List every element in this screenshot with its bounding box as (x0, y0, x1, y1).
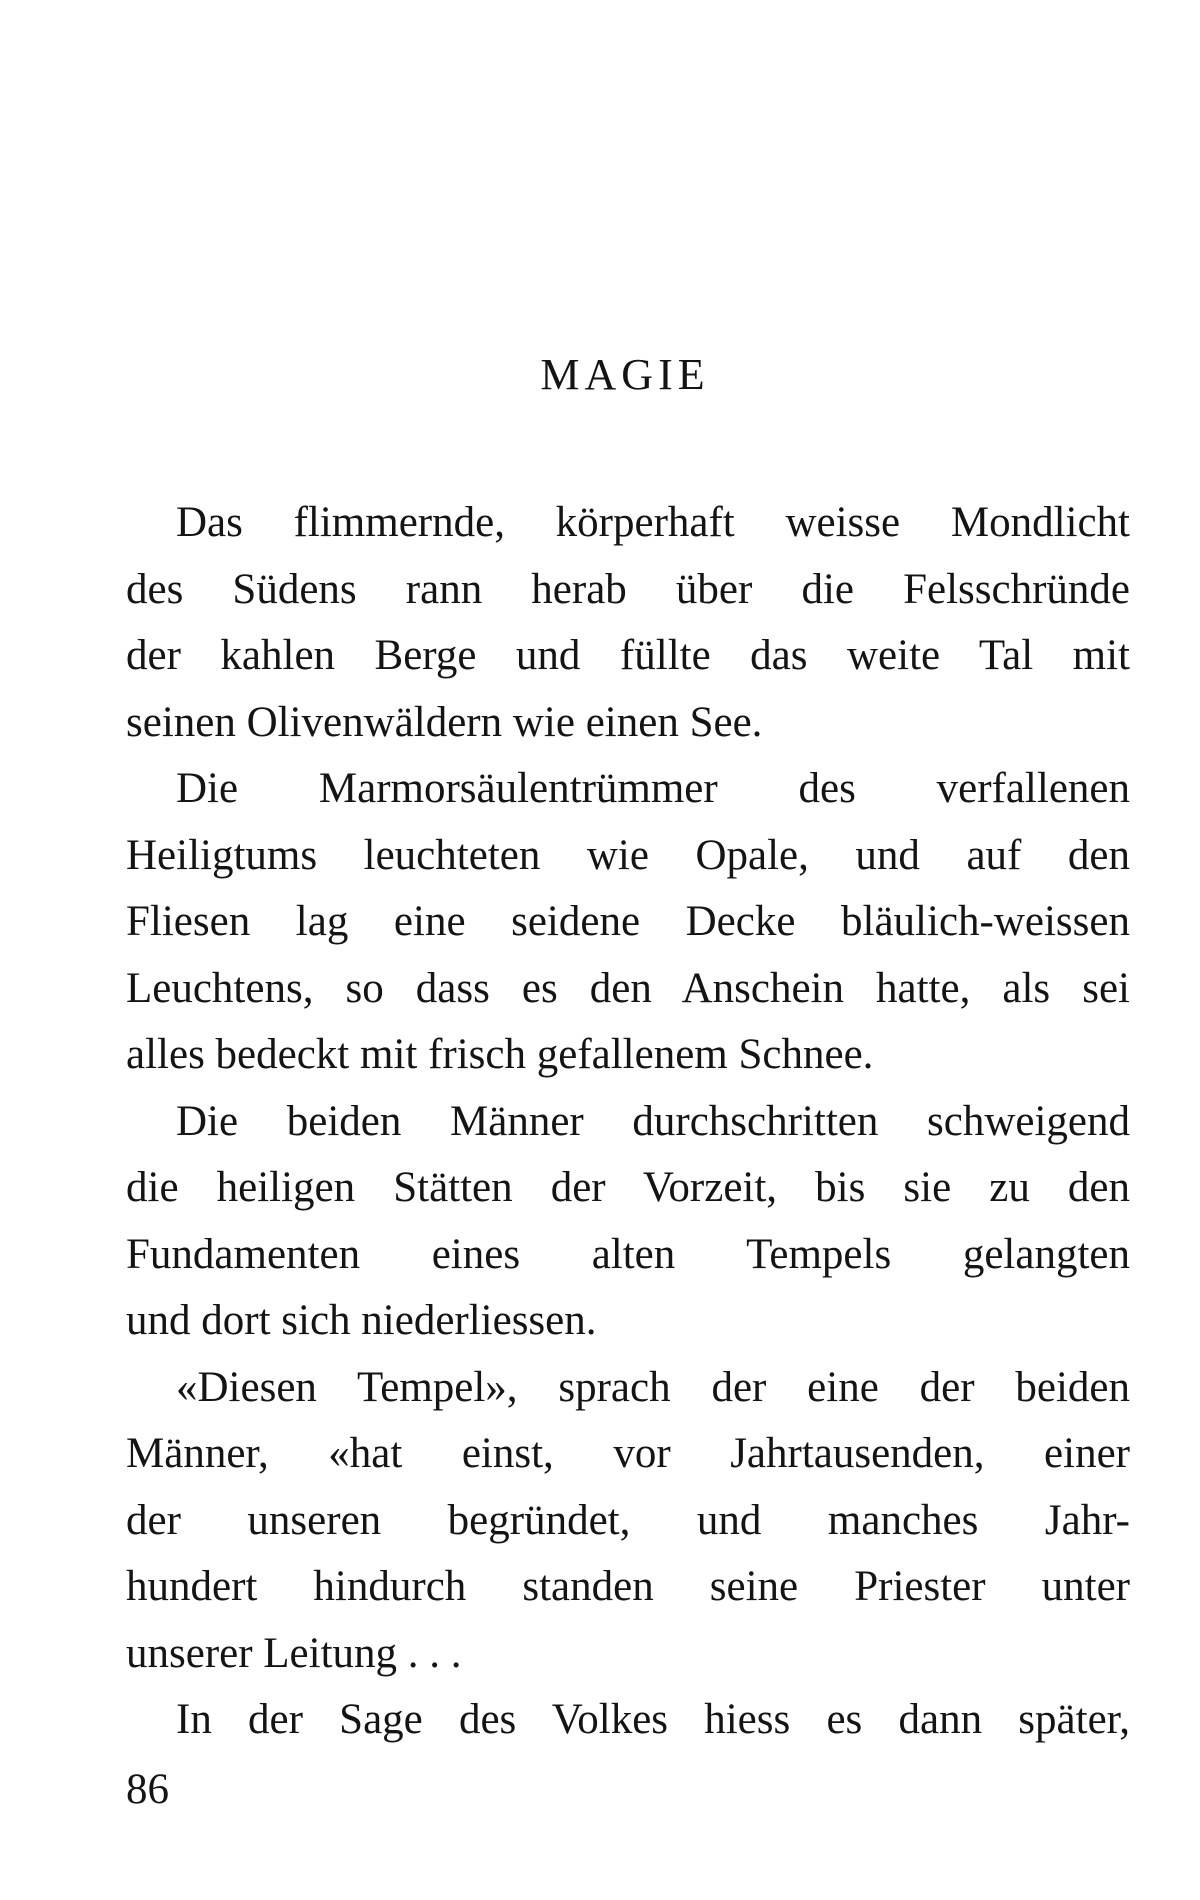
text-line: des Südens rann herab über die Felsschründe (126, 565, 1130, 613)
text-line: Heiligtums leuchteten wie Opale, und auf den (126, 831, 1130, 879)
text-line: der kahlen Berge und füllte das weite Tal mit (126, 632, 1130, 679)
chapter-title: MAGIE (540, 350, 710, 399)
text-line: unserer Leitung . . . (126, 1629, 462, 1677)
text-line: Männer, «hat einst, vor Jahrtausenden, einer (126, 1430, 1130, 1477)
text-line: und dort sich niederliessen. (126, 1297, 597, 1344)
body-text (126, 490, 1130, 1754)
text-line: Die Marmorsäulentrümmer des verfallenen (176, 765, 1130, 812)
text-line: Leuchtens, so dass es den Anschein hatte, als sei (126, 964, 1130, 1012)
text-line: Fundamenten eines alten Tempels gelangten (126, 1230, 1130, 1278)
text-line: In der Sage des Volkes hiess es dann später, (176, 1696, 1130, 1743)
text-line: «Diesen Tempel», sprach der eine der beiden (176, 1363, 1130, 1411)
text-line: Die beiden Männer durchschritten schweigend (176, 1097, 1130, 1145)
page-number: 86 (126, 1766, 169, 1813)
text-line: Das flimmernde, körperhaft weisse Mondlicht (176, 499, 1130, 546)
text-line: die heiligen Stätten der Vorzeit, bis sie zu den (126, 1164, 1130, 1211)
text-line: seinen Olivenwäldern wie einen See. (126, 698, 763, 746)
text-line: der unseren begründet, und manches Jahr- (126, 1496, 1130, 1544)
text-line: Fliesen lag eine seidene Decke bläulich-weissen (126, 898, 1130, 945)
text-line: alles bedeckt mit frisch gefallenem Schnee. (126, 1031, 874, 1078)
text-line: hundert hindurch standen seine Priester unter (126, 1563, 1130, 1610)
